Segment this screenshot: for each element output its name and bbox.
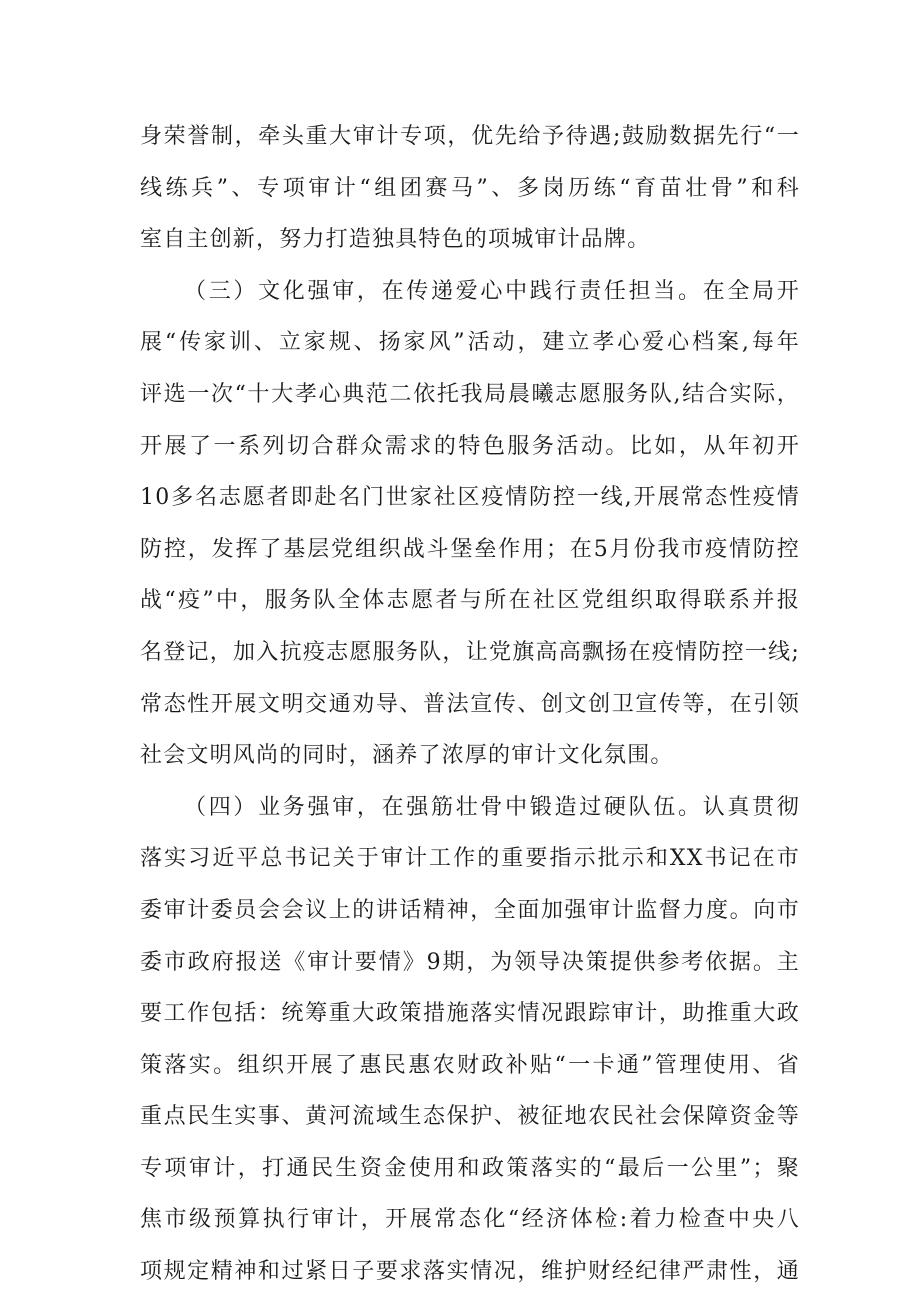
text-line: 焦市级预算执行审计，开展常态化“经济体检:着力检查中央八: [140, 1207, 800, 1233]
text-line: 要工作包括：统筹重大政策措施落实情况跟踪审计，助推重大政: [140, 1001, 800, 1027]
text-line: 重点民生实事、黄河流域生态保护、被征地农民社会保障资金等: [140, 1104, 800, 1130]
text-line: 委审计委员会会议上的讲话精神，全面加强审计监督力度。向市: [140, 897, 800, 923]
text-line: 10多名志愿者即赴名门世家社区疫情防控一线,开展常态性疫情: [140, 485, 800, 511]
text-line: 常态性开展文明交通劝导、普法宣传、创文创卫宣传等，在引领: [140, 691, 800, 717]
paragraph-heading-line: （三）文化强审，在传递爱心中践行责任担当。在全局开: [184, 278, 800, 304]
text-line: 社会文明风尚的同时，涵养了浓厚的审计文化氛围。: [140, 743, 674, 769]
text-line: 落实习近平总书记关于审计工作的重要指示批示和XX书记在市: [140, 846, 800, 872]
text-line: 防控，发挥了基层党组织战斗堡垒作用；在5月份我市疫情防控: [140, 536, 800, 562]
text-line: 身荣誉制，牵头重大审计专项，优先给予待遇;鼓励数据先行“一: [140, 124, 800, 149]
paragraph-heading-line: （四）业务强审，在强筋壮骨中锻造过硬队伍。认真贯彻: [184, 794, 800, 820]
text-line: 名登记，加入抗疫志愿服务队，让党旗高高飘扬在疫情防控一线;: [140, 639, 800, 665]
text-line: 展“传家训、立家规、扬家风”活动，建立孝心爱心档案,每年: [140, 330, 800, 356]
text-line: 室自主创新，努力打造独具特色的项城审计品牌。: [140, 227, 651, 253]
text-line: 开展了一系列切合群众需求的特色服务活动。比如，从年初开: [140, 433, 800, 459]
text-line: 线练兵”、专项审计“组团赛马”、多岗历练“育苗壮骨”和科: [140, 175, 800, 201]
text-line: 项规定精神和过紧日子要求落实情况，维护财经纪律严肃性，通: [140, 1259, 800, 1285]
text-line: 战“疫”中，服务队全体志愿者与所在社区党组织取得联系并报: [140, 588, 800, 614]
text-line: 专项审计，打通民生资金使用和政策落实的“最后一公里”；聚: [140, 1155, 800, 1181]
text-line: 委市政府报送《审计要情》9期，为领导决策提供参考依据。主: [140, 949, 800, 975]
body-text: [140, 111, 800, 1298]
text-line: 评选一次“十大孝心典范二依托我局晨曦志愿服务队,结合实际，: [140, 381, 800, 407]
text-line: 策落实。组织开展了惠民惠农财政补贴“一卡通”管理使用、省: [140, 1052, 800, 1078]
